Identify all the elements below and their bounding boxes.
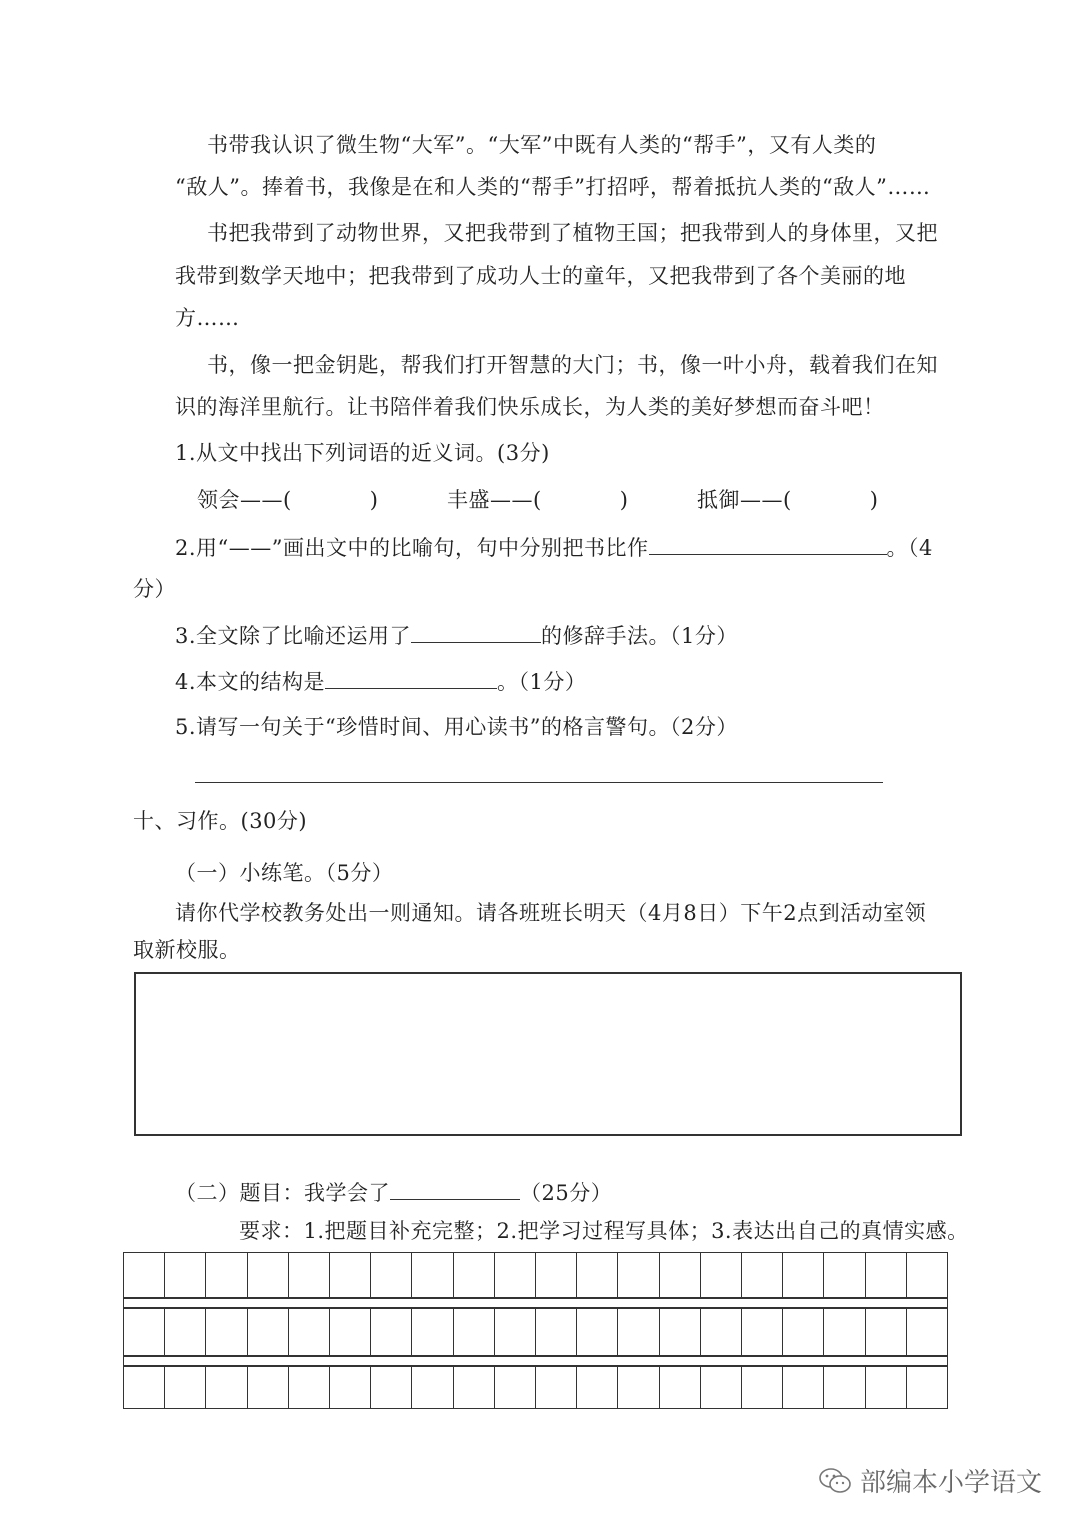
passage-p2-line2: 我带到数学天地中；把我带到了成功人士的童年，又把我带到了各个美丽的地 bbox=[175, 264, 906, 288]
writing-part2-title bbox=[175, 1177, 612, 1208]
q1-word-3-close: ) bbox=[869, 488, 879, 512]
q2-answer-blank[interactable] bbox=[649, 532, 887, 555]
composition-grid-row[interactable] bbox=[123, 1308, 948, 1356]
q1-word-1-label: 领会——( bbox=[197, 488, 292, 512]
composition-grid-row[interactable] bbox=[123, 1366, 948, 1409]
question-3-text: 3.全文除了比喻还运用了 bbox=[175, 624, 412, 648]
q1-word-3 bbox=[697, 485, 878, 515]
question-2 bbox=[175, 532, 933, 563]
q4-answer-blank[interactable] bbox=[325, 666, 497, 689]
writing-requirements: 要求：1.把题目补充完整；2.把学习过程写具体；3.表达出自己的真情实感。 bbox=[239, 1219, 969, 1243]
q1-word-3-label: 抵御——( bbox=[697, 488, 792, 512]
writing-heading: 十、习作。(30分) bbox=[133, 809, 308, 833]
question-4-points: 。（1分） bbox=[497, 670, 587, 694]
notice-answer-box[interactable] bbox=[134, 972, 962, 1136]
passage-p3-line1: 书，像一把金钥匙，帮我们打开智慧的大门；书，像一叶小舟，载着我们在知 bbox=[207, 353, 938, 377]
passage-p1-line2: “敌人”。捧着书，我像是在和人类的“帮手”打招呼，帮着抵抗人类的“敌人”…… bbox=[175, 175, 931, 199]
question-2-cont: 分） bbox=[133, 577, 176, 601]
wechat-icon bbox=[818, 1466, 852, 1496]
q1-word-1-close: ) bbox=[369, 488, 379, 512]
passage-p2-line3: 方…… bbox=[175, 306, 240, 330]
q1-word-2 bbox=[447, 485, 628, 515]
question-2-text: 2.用“——”画出文中的比喻句，句中分别把书比作 bbox=[175, 536, 649, 560]
grid-row-gap bbox=[123, 1356, 948, 1366]
question-2-points: 。（4 bbox=[886, 536, 933, 560]
question-4-text: 4.本文的结构是 bbox=[175, 670, 326, 694]
passage-p1-line1: 书带我认识了微生物“大军”。“大军”中既有人类的“帮手”，又有人类的 bbox=[207, 133, 877, 157]
grid-row-gap bbox=[123, 1298, 948, 1308]
writing-part1-line1: 请你代学校教务处出一则通知。请各班班长明天（4月8日）下午2点到活动室领 bbox=[175, 901, 927, 925]
writing-part1-title: （一）小练笔。（5分） bbox=[175, 861, 394, 885]
question-5: 5.请写一句关于“珍惜时间、用心读书”的格言警句。（2分） bbox=[175, 715, 738, 739]
question-4 bbox=[175, 666, 586, 697]
q1-word-2-label: 丰盛——( bbox=[447, 488, 542, 512]
q1-word-1 bbox=[197, 485, 378, 515]
composition-grid-row[interactable] bbox=[123, 1252, 948, 1298]
q5-answer-line[interactable] bbox=[195, 782, 883, 783]
title-answer-blank[interactable] bbox=[390, 1177, 520, 1200]
q1-word-2-close: ) bbox=[619, 488, 629, 512]
question-1: 1.从文中找出下列词语的近义词。(3分) bbox=[175, 441, 550, 465]
writing-part2-text: （二）题目：我学会了 bbox=[175, 1181, 390, 1205]
q3-answer-blank[interactable] bbox=[411, 620, 541, 643]
passage-p3-line2: 识的海洋里航行。让书陪伴着我们快乐成长，为人类的美好梦想而奋斗吧！ bbox=[175, 395, 885, 419]
watermark bbox=[818, 1462, 1042, 1499]
question-3-points: 的修辞手法。（1分） bbox=[541, 624, 738, 648]
watermark-text: 部编本小学语文 bbox=[860, 1468, 1043, 1498]
writing-part1-line2: 取新校服。 bbox=[133, 938, 241, 962]
passage-p2-line1: 书把我带到了动物世界，又把我带到了植物王国；把我带到人的身体里，又把 bbox=[207, 221, 938, 245]
writing-part2-points: （25分） bbox=[520, 1181, 613, 1205]
question-3 bbox=[175, 620, 738, 651]
